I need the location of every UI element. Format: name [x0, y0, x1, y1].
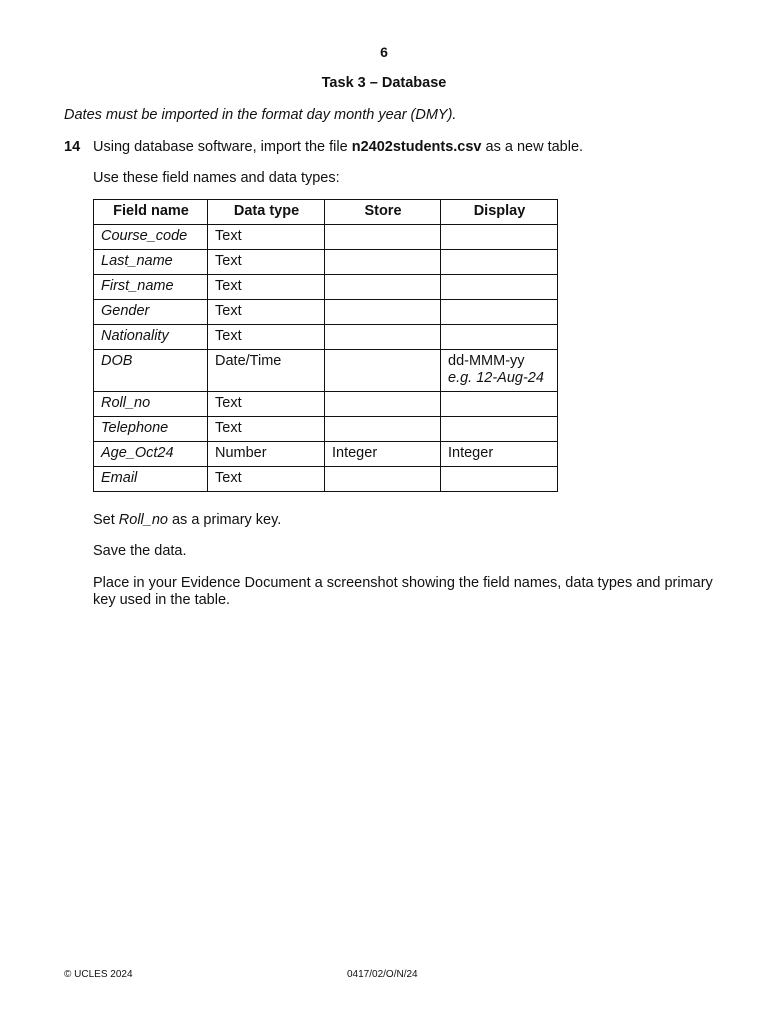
question-text-before: Using database software, import the file: [93, 139, 352, 155]
table-row: [94, 467, 558, 492]
cell-data-type: [208, 225, 325, 250]
set-primary-key-instruction: [93, 512, 281, 528]
cell-field-name: [94, 325, 208, 350]
cell-data-type: [208, 392, 325, 417]
page-number: 6: [380, 44, 388, 60]
cell-data-type: [208, 275, 325, 300]
header-field-name: Field name: [94, 200, 208, 225]
use-fields-instruction: Use these field names and data types:: [93, 170, 340, 186]
footer-copyright: © UCLES 2024: [64, 969, 133, 980]
field-definitions-table: [93, 199, 558, 492]
cell-display: [441, 467, 558, 492]
cell-data-type-text: Date/Time: [215, 353, 282, 369]
cell-data-type-text: Text: [215, 228, 242, 244]
cell-data-type: [208, 417, 325, 442]
cell-field-name: [94, 392, 208, 417]
cell-data-type-text: Text: [215, 395, 242, 411]
save-data-instruction: Save the data.: [93, 543, 187, 559]
question-number: 14: [64, 139, 81, 155]
cell-field-name-text: Last_name: [101, 253, 173, 269]
cell-store: [325, 250, 441, 275]
cell-field-name-text: First_name: [101, 278, 174, 294]
cell-display-text: dd-MMM-yy: [448, 353, 525, 369]
table-row: [94, 225, 558, 250]
set-key-field: Roll_no: [118, 512, 168, 528]
cell-data-type: [208, 350, 325, 392]
cell-field-name: [94, 225, 208, 250]
question-text-after: as a new table.: [481, 139, 584, 155]
question-text: [93, 139, 583, 155]
cell-field-name-text: Gender: [101, 303, 150, 319]
cell-field-name: [94, 275, 208, 300]
question-filename: n2402students.csv: [351, 139, 482, 155]
table-header-row: [94, 200, 558, 225]
cell-data-type-text: Text: [215, 470, 242, 486]
cell-display: [441, 392, 558, 417]
cell-data-type: [208, 300, 325, 325]
cell-display: [441, 225, 558, 250]
cell-display: [441, 350, 558, 392]
cell-data-type-text: Text: [215, 420, 242, 436]
cell-data-type-text: Text: [215, 253, 242, 269]
footer-paper-code: 0417/02/O/N/24: [347, 969, 418, 980]
table-row: [94, 350, 558, 392]
cell-field-name-text: Telephone: [101, 420, 169, 436]
cell-field-name-text: Nationality: [101, 328, 169, 344]
cell-store: [325, 300, 441, 325]
cell-display: [441, 275, 558, 300]
cell-store: [325, 417, 441, 442]
table-row: [94, 442, 558, 467]
cell-store-text: Integer: [332, 445, 378, 461]
cell-display-text: Integer: [448, 445, 494, 461]
cell-field-name-text: DOB: [101, 353, 133, 369]
cell-field-name-text: Email: [101, 470, 138, 486]
evidence-instruction: Place in your Evidence Document a screenshot showing the field names, data types and primary key used in the table.: [93, 575, 713, 608]
cell-field-name-text: Age_Oct24: [101, 445, 174, 461]
intro-note: Dates must be imported in the format day month year (DMY).: [64, 107, 457, 123]
set-key-before: Set: [93, 512, 119, 528]
cell-data-type-text: Text: [215, 303, 242, 319]
table-row: [94, 300, 558, 325]
table-row: [94, 250, 558, 275]
cell-store: [325, 350, 441, 392]
cell-field-name: [94, 350, 208, 392]
table-row: [94, 275, 558, 300]
cell-field-name: [94, 442, 208, 467]
table-row: [94, 392, 558, 417]
cell-data-type: [208, 250, 325, 275]
set-key-after: as a primary key.: [167, 512, 282, 528]
cell-field-name-text: Course_code: [101, 228, 188, 244]
cell-store: [325, 442, 441, 467]
cell-data-type-text: Number: [215, 445, 267, 461]
table-row: [94, 417, 558, 442]
cell-field-name: [94, 250, 208, 275]
cell-display: [441, 300, 558, 325]
cell-display: [441, 250, 558, 275]
cell-store: [325, 275, 441, 300]
header-store: Store: [325, 200, 441, 225]
task-title: Task 3 – Database: [321, 75, 447, 91]
header-display: Display: [441, 200, 558, 225]
cell-field-name: [94, 300, 208, 325]
cell-store: [325, 225, 441, 250]
cell-data-type: [208, 467, 325, 492]
cell-data-type: [208, 325, 325, 350]
table-row: [94, 325, 558, 350]
cell-field-name: [94, 467, 208, 492]
cell-display: [441, 417, 558, 442]
cell-data-type: [208, 442, 325, 467]
table-body: [94, 225, 558, 492]
cell-store: [325, 325, 441, 350]
cell-data-type-text: Text: [215, 328, 242, 344]
cell-display-example: e.g. 12-Aug-24: [448, 370, 544, 386]
cell-display: [441, 325, 558, 350]
cell-field-name: [94, 417, 208, 442]
cell-field-name-text: Roll_no: [101, 395, 151, 411]
cell-data-type-text: Text: [215, 278, 242, 294]
cell-display: [441, 442, 558, 467]
cell-store: [325, 467, 441, 492]
cell-store: [325, 392, 441, 417]
header-data-type: Data type: [208, 200, 325, 225]
